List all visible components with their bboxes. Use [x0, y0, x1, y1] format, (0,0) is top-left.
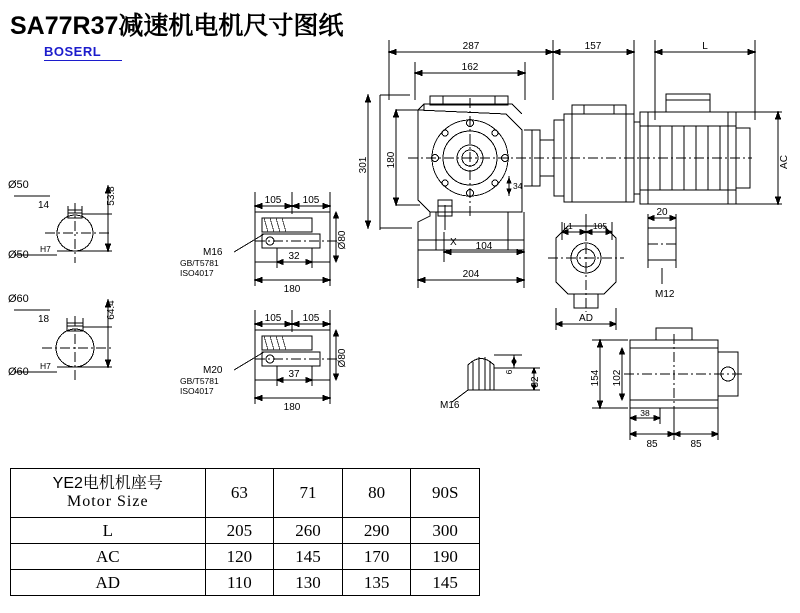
dim-157: 157 [584, 41, 602, 52]
hollow-bottom-37: 37 [288, 369, 300, 380]
table-header-value: 71 [274, 469, 343, 518]
dim-162: 162 [461, 62, 479, 73]
table-cell: 205 [205, 518, 274, 544]
page-title: SA77R37减速机电机尺寸图纸 [10, 12, 344, 40]
hollow-bottom-105a: 105 [264, 313, 282, 324]
table-cell: 290 [342, 518, 411, 544]
shaft-top-dia: Ø50 [8, 179, 29, 191]
mark-X: X [450, 237, 457, 248]
shaft-bottom-key-width: 18 [38, 314, 50, 325]
table-row-label: AC [11, 544, 206, 570]
hollow-bottom-std2: ISO4017 [180, 386, 214, 396]
dim-key-6: 6 [504, 369, 514, 375]
table-header-value: 63 [205, 469, 274, 518]
dim-L1: L1 [563, 221, 573, 231]
shaft-top-key-width: 14 [38, 200, 50, 211]
hollow-top-105b: 105 [302, 195, 320, 206]
table-row-label: AD [11, 570, 206, 596]
table-cell: 130 [274, 570, 343, 596]
hollow-bottom-dia80: Ø80 [337, 348, 348, 368]
dim-38: 38 [640, 408, 650, 418]
table-cell: 170 [342, 544, 411, 570]
dim-M12: M12 [655, 289, 675, 300]
hollow-top-dia80: Ø80 [337, 230, 348, 250]
dim-34: 34 [513, 181, 523, 191]
label-M16-key: M16 [440, 400, 460, 411]
table-header-label-cn: YE2电机机座号 [52, 475, 163, 493]
shaft-bottom-fit-dia: Ø60 [8, 366, 29, 378]
table-cell: 110 [205, 570, 274, 596]
dim-105-side: 105 [592, 221, 608, 231]
table-header-label [11, 469, 206, 518]
dim-20: 20 [656, 207, 668, 218]
table-row [11, 518, 480, 544]
table-cell: 300 [411, 518, 480, 544]
dim-key-32: 32 [530, 376, 541, 388]
table-header-label-en: Motor Size [67, 493, 149, 510]
table-cell: 120 [205, 544, 274, 570]
table-cell: 190 [411, 544, 480, 570]
dim-287: 287 [462, 41, 480, 52]
table-cell: 135 [342, 570, 411, 596]
hollow-top-180: 180 [283, 284, 301, 295]
shaft-top-fit-sup: H7 [40, 244, 51, 254]
hollow-bottom-105b: 105 [302, 313, 320, 324]
shaft-top-fit-dia: Ø50 [8, 249, 29, 261]
hollow-top-std1: GB/T5781 [180, 258, 219, 268]
dim-85-a: 85 [646, 439, 658, 450]
table-cell: 260 [274, 518, 343, 544]
dim-AC: AC [779, 155, 790, 169]
hollow-top-std2: ISO4017 [180, 268, 214, 278]
hollow-bottom-std1: GB/T5781 [180, 376, 219, 386]
table-header-row [11, 469, 480, 518]
dim-85-b: 85 [690, 439, 702, 450]
dim-102: 102 [612, 369, 623, 387]
dim-154: 154 [590, 369, 601, 387]
dim-AD: AD [579, 313, 593, 324]
motor-size-table [10, 468, 480, 596]
hollow-top-32: 32 [288, 251, 300, 262]
table-header-value: 90S [411, 469, 480, 518]
table-row [11, 570, 480, 596]
brand-logo-text: BOSERL [44, 44, 102, 59]
table-cell: 145 [274, 544, 343, 570]
dim-204: 204 [462, 269, 480, 280]
hollow-bottom-bolt: M20 [203, 365, 223, 376]
table-cell: 145 [411, 570, 480, 596]
table-row [11, 544, 480, 570]
shaft-bottom-fit-sup: H7 [40, 361, 51, 371]
dim-301: 301 [358, 156, 369, 174]
shaft-top-key-height: 53.8 [106, 186, 117, 206]
hollow-bottom-180: 180 [283, 402, 301, 413]
shaft-bottom-dia: Ø60 [8, 293, 29, 305]
dim-104: 104 [475, 241, 493, 252]
hollow-top-105a: 105 [264, 195, 282, 206]
hollow-top-bolt: M16 [203, 247, 223, 258]
dim-180: 180 [386, 151, 397, 169]
shaft-bottom-key-height: 64.4 [106, 300, 117, 320]
table-row-label: L [11, 518, 206, 544]
table-header-value: 80 [342, 469, 411, 518]
dim-L: L [702, 41, 708, 52]
